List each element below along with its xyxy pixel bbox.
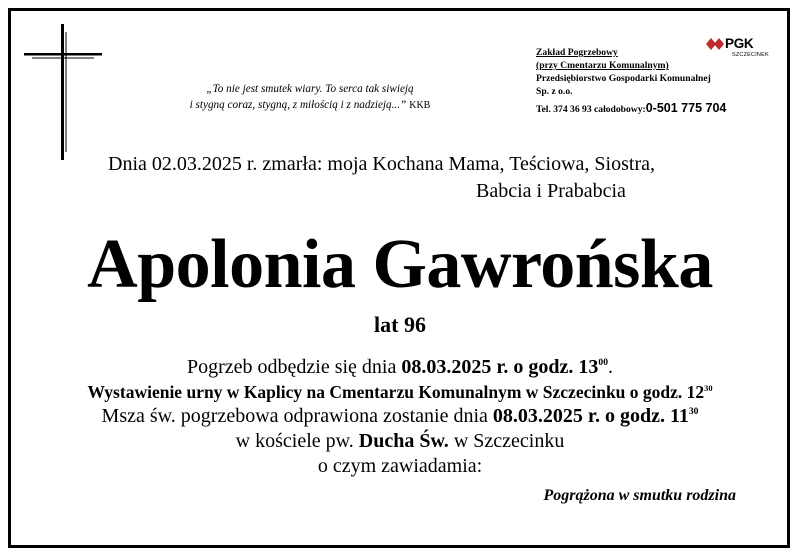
death-announcement-line-1: Dnia 02.03.2025 r. zmarła: moja Kochana Mama, Teściowa, Siostra,	[108, 153, 655, 175]
quote-author: KKB	[409, 100, 431, 111]
company-name: Zakład Pogrzebowy	[536, 47, 618, 58]
mass-prefix: Msza św. pogrzebowa odprawiona zostanie dnia	[101, 405, 493, 427]
company-parent: Przedsiębiorstwo Gospodarki Komunalnej	[536, 73, 711, 84]
church-prefix: w kościele pw.	[235, 430, 359, 452]
memorial-quote	[140, 81, 480, 114]
company-phone-24h: 0-501 775 704	[645, 101, 727, 115]
urn-minutes: 30	[704, 383, 713, 393]
pgk-logo-icon	[706, 37, 726, 51]
company-location: (przy Cmentarzu Komunalnym)	[536, 60, 669, 71]
deceased-age: lat 96	[374, 312, 426, 337]
logo-name: PGK	[725, 36, 754, 51]
deceased-name: Apolonia Gawrońska	[87, 226, 713, 303]
funeral-date: 08.03.2025 r. o godz. 13	[401, 356, 599, 378]
inform-text: o czym zawiadamia:	[317, 455, 483, 477]
mass-date: 08.03.2025 r. o godz. 11	[492, 405, 689, 427]
mass-info	[0, 405, 800, 428]
funeral-info	[0, 356, 800, 379]
church-info	[0, 430, 800, 453]
church-suffix: w Szczecinku	[448, 430, 565, 452]
company-legal-form: Sp. z o.o.	[536, 86, 573, 97]
death-announcement-line-2: Babcia i Prababcia	[476, 180, 626, 202]
funeral-minutes: 00	[598, 356, 608, 368]
church-name: Ducha Św.	[358, 430, 449, 452]
urn-viewing-info	[0, 382, 800, 403]
company-phone-label: Tel. 374 36 93 całodobowy:	[536, 104, 646, 115]
urn-text: Wystawienie urny w Kaplicy na Cmentarzu Komunalnym w Szczecinku o godz. 12	[87, 382, 705, 402]
logo-city: SZCZECINEK	[732, 52, 769, 58]
cross-icon	[24, 24, 104, 160]
pgk-logo	[706, 36, 768, 62]
quote-line-1: „To nie jest smutek wiary. To serca tak siwieją	[206, 83, 414, 95]
quote-line-2: i stygną coraz, stygną, z miłością i z nadzieją...”	[189, 99, 407, 111]
funeral-prefix: Pogrzeb odbędzie się dnia	[186, 356, 402, 378]
funeral-suffix: .	[608, 356, 613, 378]
closing-signature: Pogrążona w smutku rodzina	[543, 487, 736, 504]
mass-minutes: 30	[688, 405, 699, 417]
